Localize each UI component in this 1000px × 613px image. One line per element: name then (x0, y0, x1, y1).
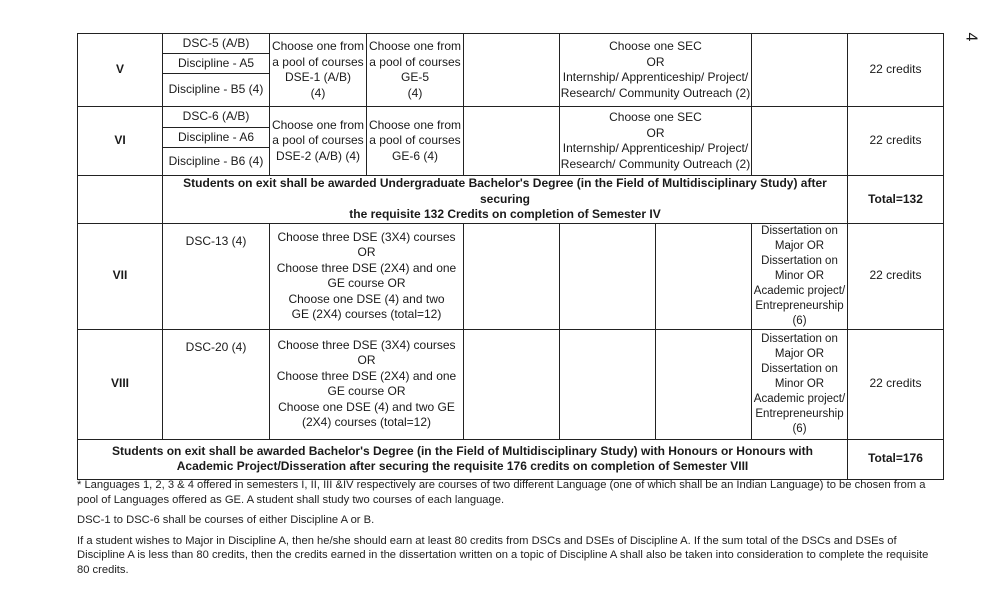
ge-cell: Choose one from a pool of courses GE-6 (4) (367, 107, 464, 176)
dse-cell: Choose three DSE (3X4) courses OR Choose three DSE (2X4) and one GE course OR Choose one DSE (4) and two GE (2X4) courses (total=12) (270, 329, 464, 439)
dse-cell: Choose three DSE (3X4) courses OR Choose three DSE (2X4) and one GE course OR Choose one DSE (4) and two GE (2X4) courses (total=12) (270, 223, 464, 329)
dsc-cell: Discipline - B5 (4) (163, 74, 270, 107)
total-credits: Total=176 (848, 439, 944, 479)
footnote-major: If a student wishes to Major in Discipline A, then he/she should earn at least 80 credits from DSCs and DSEs of Discipline A. If the sum total of the DSCs and DSEs of Discipline A is less than 80 credits, then the credits earned in the dissertation written on a topic of Discipline A shall also be taken into consideration to complete the requisite 80 credits. (77, 534, 929, 576)
empty-cell (464, 107, 560, 176)
ge-cell: Choose one from a pool of courses GE-5 (4) (367, 34, 464, 107)
exit-note-honours: Students on exit shall be awarded Bachelor's Degree (in the Field of Multidisciplinary Study) with Honours or Honours with Academic Project/Disseration after securing the requisite 176 credits on completion of Semester VIII (78, 439, 848, 479)
empty-cell (656, 329, 752, 439)
credits-cell: 22 credits (848, 34, 944, 107)
total-credits: Total=132 (848, 176, 944, 224)
dsc-cell: Discipline - A6 (163, 128, 270, 148)
course-structure-table (77, 33, 944, 480)
dsc-cell: DSC-6 (A/B) (163, 107, 270, 128)
dsc-cell: Discipline - A5 (163, 54, 270, 74)
dsc-cell: DSC-13 (4) (163, 223, 270, 329)
semester-label: VII (78, 223, 163, 329)
dse-cell: Choose one from a pool of courses DSE-1 (A/B) (4) (270, 34, 367, 107)
credits-cell: 22 credits (848, 107, 944, 176)
exit-note-ug: Students on exit shall be awarded Undergraduate Bachelor's Degree (in the Field of Multidisciplinary Study) after securing the requisite 132 Credits on completion of Semester IV (163, 176, 848, 224)
page-number: 4 (962, 32, 980, 42)
semester-label: VIII (78, 329, 163, 439)
empty-cell (560, 223, 656, 329)
semester-label: VI (78, 107, 163, 176)
dsc-cell: DSC-5 (A/B) (163, 34, 270, 54)
empty-cell (752, 34, 848, 107)
dsc-cell: DSC-20 (4) (163, 329, 270, 439)
empty-cell (78, 176, 163, 224)
footnote-languages: * Languages 1, 2, 3 & 4 offered in semesters I, II, III &IV respectively are courses of two different Language (one of which shall be an Indian Language) to be chosen from a pool of Languages offered as GE. A student shall study two courses of each language. (77, 479, 926, 506)
dsc-cell: Discipline - B6 (4) (163, 148, 270, 176)
empty-cell (656, 223, 752, 329)
empty-cell (464, 329, 560, 439)
empty-cell (464, 223, 560, 329)
dissertation-cell: Dissertation on Major OR Dissertation on Minor OR Academic project/ Entrepreneurship (6) (752, 329, 848, 439)
footnote-dsc: DSC-1 to DSC-6 shall be courses of either Discipline A or B. (77, 514, 375, 526)
semester-label: V (78, 34, 163, 107)
credits-cell: 22 credits (848, 223, 944, 329)
sec-cell: Choose one SEC OR Internship/ Apprenticeship/ Project/ Research/ Community Outreach (2) (560, 107, 752, 176)
sec-cell: Choose one SEC OR Internship/ Apprenticeship/ Project/ Research/ Community Outreach (2) (560, 34, 752, 107)
dissertation-cell: Dissertation on Major OR Dissertation on Minor OR Academic project/ Entrepreneurship (6) (752, 223, 848, 329)
empty-cell (752, 107, 848, 176)
empty-cell (560, 329, 656, 439)
footnotes (77, 478, 943, 583)
dse-cell: Choose one from a pool of courses DSE-2 (A/B) (4) (270, 107, 367, 176)
empty-cell (464, 34, 560, 107)
credits-cell: 22 credits (848, 329, 944, 439)
